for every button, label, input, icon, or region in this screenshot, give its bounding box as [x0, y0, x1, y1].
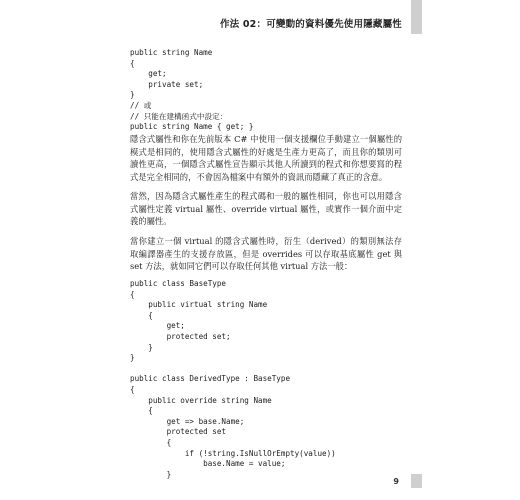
chapter-header-title: 作法 02：可變動的資料優先使用隱藏屬性	[219, 19, 402, 30]
code-block-base-derived-types: public class BaseType { public virtual string Name { get; protected set; } } public class DerivedType : BaseType { public override string Name { get => base.Name; protected set { if (!string.IsNullOrEmpty(value)) base.Name = value; }	[130, 279, 336, 479]
header-tab-marker	[411, 0, 422, 34]
paragraph-virtual-override: 當然，因為隱含式屬性產生的程式碼和一般的屬性相同，你也可以用隱含式屬性定義 virtual 屬性、override virtual 屬性，或實作一個介面中定義的屬性。	[130, 191, 402, 227]
footer-tab-marker	[411, 474, 422, 488]
paragraph-derived-access: 當你建立一個 virtual 的隱含式屬性時，衍生（derived）的類別無法存取編譯器產生的支援存放區，但是 overrides 可以存取基底屬性 get 與 set 方法，就如同它們可以存取任何其他 virtual 方法一般：	[130, 236, 402, 272]
paragraph-implicit-property-benefits: 隱含式屬性和你在先前版本 C# 中使用一個支援欄位手動建立一個屬性的模式是相同的，使用隱含式屬性的好處是生產力更高了，而且你的類別可讀性更高，一個隱含式屬性宣告顯示其他人所讀到的程式和你想要寫的程式是完全相同的，不會因為檔案中有額外的資訊而隱藏了真正的含意。	[130, 134, 402, 182]
code-block-name-property: public string Name { get; private set; } // 或 // 只能在建構函式中設定： public string Name { get; }	[130, 48, 254, 132]
page-number: 9	[393, 477, 399, 486]
